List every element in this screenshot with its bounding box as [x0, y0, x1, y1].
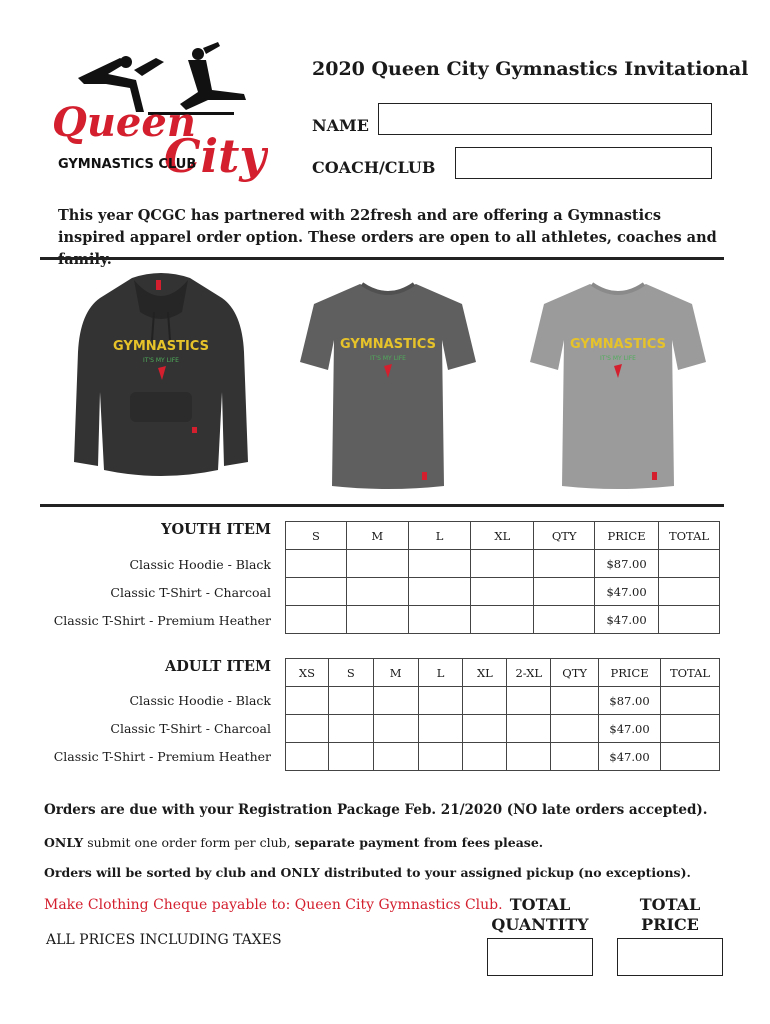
divider — [40, 504, 724, 507]
column-header: QTY — [534, 522, 595, 550]
svg-text:GYMNASTICS: GYMNASTICS — [570, 337, 666, 352]
price-cell: $47.00 — [599, 743, 661, 771]
qty-cell[interactable] — [551, 715, 599, 743]
sorting-note: Orders will be sorted by club and ONLY distributed to your assigned pickup (no exceptions). — [44, 865, 691, 880]
only-bold2: separate payment from fees please. — [294, 835, 544, 850]
svg-text:IT'S MY LIFE: IT'S MY LIFE — [600, 355, 636, 362]
column-header: TOTAL — [661, 659, 720, 687]
size-2xl-cell[interactable] — [507, 687, 551, 715]
table-row — [286, 550, 720, 578]
column-header: S — [328, 659, 373, 687]
one-form-note — [44, 835, 543, 850]
qty-cell[interactable] — [534, 550, 595, 578]
column-header: PRICE — [595, 522, 659, 550]
intro-text: This year QCGC has partnered with 22fresh and are offering a Gymnastics inspired apparel order option. These orders are open to all athletes, coaches and — [58, 207, 717, 246]
youth-order-table — [285, 521, 720, 634]
table-row — [286, 687, 720, 715]
divider — [40, 257, 724, 260]
size-m-cell[interactable] — [346, 550, 408, 578]
size-s-cell[interactable] — [286, 578, 347, 606]
table-header-row — [286, 522, 720, 550]
size-xl-cell[interactable] — [471, 578, 534, 606]
name-field[interactable] — [378, 103, 712, 135]
column-header: XL — [463, 659, 507, 687]
cheque-note: Make Clothing Cheque payable to: Queen City Gymnastics Club. — [44, 897, 503, 913]
svg-text:Queen: Queen — [52, 99, 196, 146]
price-cell: $47.00 — [595, 606, 659, 634]
size-l-cell[interactable] — [408, 578, 471, 606]
total-cell[interactable] — [661, 743, 720, 771]
qty-cell[interactable] — [534, 578, 595, 606]
adult-item-heading: ADULT ITEM — [165, 658, 271, 675]
only-bold: ONLY — [44, 835, 84, 850]
size-l-cell[interactable] — [418, 687, 463, 715]
table-row — [286, 606, 720, 634]
club-logo — [48, 40, 268, 190]
size-m-cell[interactable] — [373, 743, 418, 771]
size-xl-cell[interactable] — [463, 743, 507, 771]
total-price-field[interactable] — [617, 938, 723, 976]
size-2xl-cell[interactable] — [507, 743, 551, 771]
size-l-cell[interactable] — [408, 606, 471, 634]
column-header: L — [408, 522, 471, 550]
coach-club-field[interactable] — [455, 147, 712, 179]
due-date-note: Orders are due with your Registration Package Feb. 21/2020 (NO late orders accepted). — [44, 802, 708, 818]
column-header: S — [286, 522, 347, 550]
total-cell[interactable] — [661, 715, 720, 743]
column-header: 2-XL — [507, 659, 551, 687]
column-header: PRICE — [599, 659, 661, 687]
price-cell: $47.00 — [599, 715, 661, 743]
total-cell[interactable] — [661, 687, 720, 715]
size-xl-cell[interactable] — [471, 550, 534, 578]
column-header: TOTAL — [659, 522, 720, 550]
table-row — [286, 578, 720, 606]
size-l-cell[interactable] — [418, 715, 463, 743]
size-m-cell[interactable] — [373, 715, 418, 743]
price-cell: $87.00 — [599, 687, 661, 715]
hoodie-image — [72, 272, 250, 482]
qty-cell[interactable] — [534, 606, 595, 634]
youth-row-label: Classic Hoodie - Black — [129, 557, 271, 572]
size-s-cell[interactable] — [328, 743, 373, 771]
total-price-label: TOTAL PRICE — [639, 895, 701, 934]
total-cell[interactable] — [659, 550, 720, 578]
total-quantity-label: TOTAL QUANTITY — [491, 895, 589, 934]
total-cell[interactable] — [659, 606, 720, 634]
size-m-cell[interactable] — [373, 687, 418, 715]
table-header-row — [286, 659, 720, 687]
name-label: NAME — [312, 116, 369, 135]
gymnast-silhouette-icon — [48, 40, 268, 190]
qty-cell[interactable] — [551, 687, 599, 715]
size-xl-cell[interactable] — [463, 687, 507, 715]
tshirt-charcoal-image — [300, 280, 476, 490]
size-xs-cell[interactable] — [286, 687, 329, 715]
column-header: M — [373, 659, 418, 687]
adult-row-label: Classic Hoodie - Black — [129, 693, 271, 708]
qty-cell[interactable] — [551, 743, 599, 771]
svg-text:IT'S MY LIFE: IT'S MY LIFE — [143, 357, 179, 364]
size-xs-cell[interactable] — [286, 715, 329, 743]
only-plain: submit one order form per club, — [83, 835, 295, 850]
total-cell[interactable] — [659, 578, 720, 606]
column-header: XL — [471, 522, 534, 550]
size-s-cell[interactable] — [328, 687, 373, 715]
youth-row-label: Classic T-Shirt - Premium Heather — [53, 613, 271, 628]
svg-text:City: City — [164, 129, 267, 183]
size-2xl-cell[interactable] — [507, 715, 551, 743]
youth-row-label: Classic T-Shirt - Charcoal — [110, 585, 271, 600]
svg-text:GYMNASTICS CLUB: GYMNASTICS CLUB — [58, 157, 197, 172]
price-cell: $47.00 — [595, 578, 659, 606]
size-s-cell[interactable] — [286, 550, 347, 578]
adult-row-label: Classic T-Shirt - Premium Heather — [53, 749, 271, 764]
size-m-cell[interactable] — [346, 578, 408, 606]
size-s-cell[interactable] — [328, 715, 373, 743]
column-header: L — [418, 659, 463, 687]
svg-text:GYMNASTICS: GYMNASTICS — [340, 337, 436, 352]
table-row — [286, 743, 720, 771]
column-header: XS — [286, 659, 329, 687]
size-s-cell[interactable] — [286, 606, 347, 634]
size-m-cell[interactable] — [346, 606, 408, 634]
column-header: QTY — [551, 659, 599, 687]
coach-club-label: COACH/CLUB — [312, 158, 436, 177]
youth-item-heading: YOUTH ITEM — [161, 521, 271, 538]
size-xl-cell[interactable] — [471, 606, 534, 634]
svg-text:GYMNASTICS: GYMNASTICS — [113, 339, 209, 354]
total-quantity-field[interactable] — [487, 938, 593, 976]
column-header: M — [346, 522, 408, 550]
adult-order-table — [285, 658, 720, 771]
tshirt-heather-image — [530, 280, 706, 490]
form-title: 2020 Queen City Gymnastics Invitational — [312, 58, 749, 80]
size-l-cell[interactable] — [418, 743, 463, 771]
adult-row-label: Classic T-Shirt - Charcoal — [110, 721, 271, 736]
size-xl-cell[interactable] — [463, 715, 507, 743]
price-cell: $87.00 — [595, 550, 659, 578]
taxes-note: ALL PRICES INCLUDING TAXES — [46, 932, 282, 948]
table-row — [286, 715, 720, 743]
svg-text:IT'S MY LIFE: IT'S MY LIFE — [370, 355, 406, 362]
size-xs-cell[interactable] — [286, 743, 329, 771]
size-l-cell[interactable] — [408, 550, 471, 578]
